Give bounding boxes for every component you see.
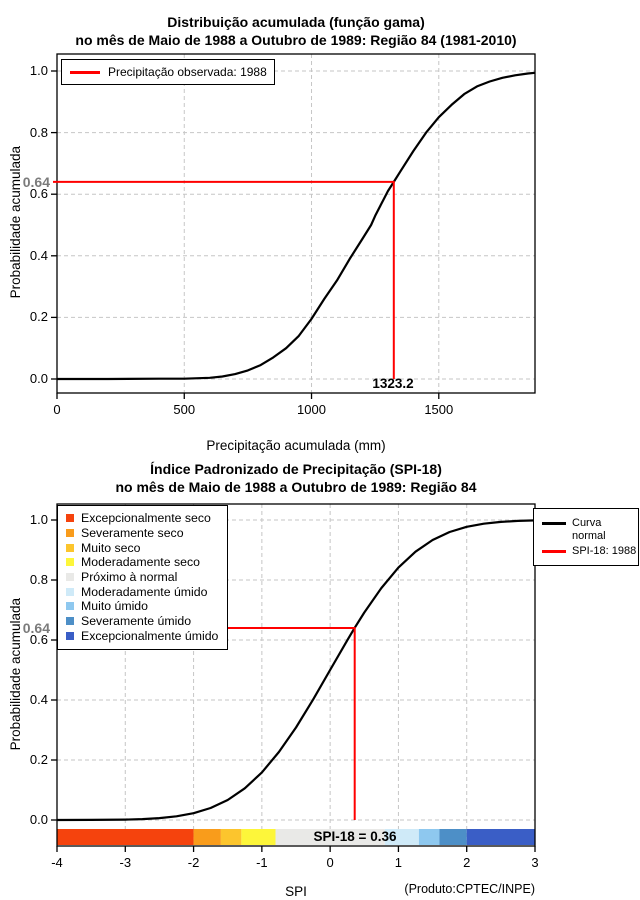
category-legend-item	[58, 540, 227, 555]
category-swatch-icon	[66, 617, 74, 625]
bottom-chart-legend	[533, 508, 639, 566]
category-legend-item	[58, 584, 227, 599]
x-tick-label: 0	[326, 855, 334, 870]
top-precipitation-marker-label: 1323.2	[372, 376, 414, 391]
category-legend-item	[58, 629, 227, 644]
bottom-chart-title: Índice Padronizado de Precipitação (SPI-18)	[150, 461, 442, 477]
x-tick-label: 1000	[297, 402, 326, 417]
top-chart-title: Distribuição acumulada (função gama)	[167, 14, 425, 30]
bottom-x-axis-label: SPI	[285, 884, 307, 899]
x-tick-label: 2	[463, 855, 471, 870]
y-tick-label: 0.4	[29, 247, 48, 263]
top-probability-marker-label: 0.64	[22, 174, 50, 190]
category-swatch-icon	[66, 529, 74, 537]
category-label: Muito úmido	[81, 599, 148, 614]
x-tick-label: -4	[51, 855, 63, 870]
category-label: Moderadamente úmido	[81, 584, 208, 599]
bottom-chart-subtitle: no mês de Maio de 1988 a Outubro de 1989: Região 84	[115, 479, 477, 495]
line-sample-icon	[542, 522, 566, 525]
x-tick-label: -2	[187, 855, 200, 870]
top-legend-label: Precipitação observada: 1988	[108, 65, 267, 79]
legend-item	[534, 545, 638, 558]
category-label: Severamente úmido	[81, 614, 192, 629]
category-swatch-icon	[66, 588, 74, 596]
top-chart-legend	[61, 59, 275, 85]
bottom-probability-marker-label: 0.64	[22, 620, 50, 636]
y-tick-label: 0.2	[29, 309, 48, 325]
category-legend-item	[58, 570, 227, 585]
x-tick-label: -1	[256, 855, 268, 870]
category-swatch-icon	[66, 558, 74, 566]
y-tick-label: 0.4	[29, 692, 48, 707]
category-legend-item	[58, 614, 227, 629]
x-tick-label: -3	[119, 855, 132, 870]
category-label: Excepcionalmente seco	[81, 511, 211, 526]
category-label: Muito seco	[81, 540, 141, 555]
y-tick-label: 0.6	[29, 186, 48, 202]
category-swatch-icon	[66, 602, 74, 610]
category-swatch-icon	[66, 632, 74, 640]
category-legend-item	[58, 555, 227, 570]
y-tick-label: 0.0	[29, 371, 48, 386]
top-y-axis-label: Probabilidade acumulada	[8, 146, 23, 299]
y-tick-label: 1.0	[29, 512, 48, 527]
spi-category-legend	[57, 505, 228, 650]
y-tick-label: 0.0	[29, 812, 48, 827]
bottom-y-axis-label: Probabilidade acumulada	[8, 598, 23, 751]
legend-label: SPI-18: 1988	[572, 545, 637, 557]
x-tick-label: 1	[394, 855, 403, 870]
category-swatch-icon	[66, 573, 74, 581]
y-tick-label: 0.8	[29, 572, 48, 587]
category-label: Excepcionalmente úmido	[81, 628, 219, 643]
y-tick-label: 0.8	[29, 124, 48, 140]
red-line-sample-icon	[70, 71, 100, 74]
category-label: Moderadamente seco	[81, 555, 200, 570]
category-swatch-icon	[66, 544, 74, 552]
x-tick-label: 500	[173, 402, 196, 417]
category-label: Próximo à normal	[81, 570, 178, 585]
y-tick-label: 0.2	[29, 752, 48, 767]
y-tick-label: 1.0	[29, 63, 48, 78]
x-tick-label: 1500	[424, 402, 454, 417]
category-legend-item	[58, 526, 227, 541]
y-tick-label: 0.6	[29, 632, 48, 647]
spi-value-annotation: SPI-18 = 0.36	[313, 829, 397, 844]
legend-label: Curva normal	[572, 517, 606, 542]
line-sample-icon	[542, 550, 566, 553]
x-tick-label: 3	[531, 855, 539, 870]
category-swatch-icon	[66, 514, 74, 522]
product-credit: (Produto:CPTEC/INPE)	[404, 882, 535, 896]
top-chart-subtitle: no mês de Maio de 1988 a Outubro de 1989: Região 84 (1981-2010)	[75, 32, 517, 48]
x-tick-label: 0	[53, 402, 61, 417]
category-legend-item	[58, 511, 227, 526]
category-legend-item	[58, 599, 227, 614]
top-x-axis-label: Precipitação acumulada (mm)	[206, 438, 386, 453]
category-label: Severamente seco	[81, 526, 184, 541]
legend-item	[534, 517, 638, 543]
